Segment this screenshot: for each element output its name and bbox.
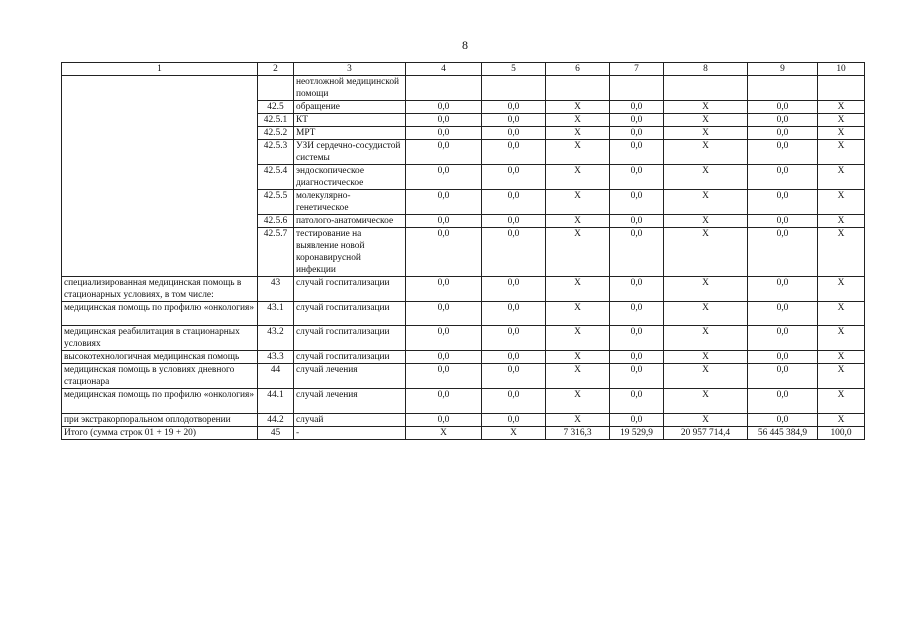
table-row [62,326,865,351]
column-header: 6 [546,63,610,76]
value-cell: X [546,302,610,326]
table-row [62,190,865,215]
value-cell: 0,0 [482,140,546,165]
value-cell: 0,0 [610,277,664,302]
value-cell: 0,0 [482,228,546,277]
value-cell: 0,0 [748,364,818,389]
value-cell: X [546,389,610,414]
value-cell: X [818,114,865,127]
value-cell: 0,0 [610,127,664,140]
column-header: 1 [62,63,258,76]
value-cell: X [546,140,610,165]
unit-cell: случай госпитализации [294,277,406,302]
value-cell [406,76,482,101]
row-code-cell: 42.5.1 [258,114,294,127]
value-cell: X [664,228,748,277]
value-cell: 0,0 [482,389,546,414]
row-label-cell [62,101,258,114]
value-cell: X [546,114,610,127]
value-cell: X [818,140,865,165]
unit-cell: случай госпитализации [294,326,406,351]
value-cell: X [546,326,610,351]
value-cell: 56 445 384,9 [748,427,818,440]
unit-cell: эндоскопическое диагностическое [294,165,406,190]
table-row [62,215,865,228]
row-label-cell [62,114,258,127]
table-row [62,277,865,302]
value-cell: 0,0 [748,228,818,277]
page-number: 8 [462,38,468,52]
value-cell: 0,0 [748,101,818,114]
value-cell: 0,0 [482,190,546,215]
unit-cell: тестирование на выявление новой коронавирусной инфекции [294,228,406,277]
row-label-cell [62,127,258,140]
value-cell: 0,0 [748,190,818,215]
value-cell: X [664,165,748,190]
value-cell: 0,0 [406,326,482,351]
column-header: 8 [664,63,748,76]
value-cell: X [818,351,865,364]
value-cell: X [664,351,748,364]
value-cell: 7 316,3 [546,427,610,440]
table-row [62,76,865,101]
value-cell: 0,0 [406,302,482,326]
value-cell: 0,0 [610,351,664,364]
unit-cell: случай лечения [294,389,406,414]
column-header: 5 [482,63,546,76]
row-code-cell: 44 [258,364,294,389]
column-header: 2 [258,63,294,76]
value-cell: X [664,326,748,351]
value-cell: X [664,114,748,127]
row-label-cell [62,190,258,215]
value-cell: 0,0 [482,165,546,190]
value-cell: 0,0 [610,364,664,389]
value-cell [482,76,546,101]
unit-cell: УЗИ сердечно-сосудистой системы [294,140,406,165]
unit-cell: патолого-анатомическое [294,215,406,228]
value-cell: X [664,140,748,165]
table-row [62,140,865,165]
value-cell: 0,0 [748,389,818,414]
unit-cell: - [294,427,406,440]
value-cell: 0,0 [406,364,482,389]
value-cell: X [546,277,610,302]
column-header: 3 [294,63,406,76]
value-cell: 0,0 [406,277,482,302]
value-cell: 0,0 [406,114,482,127]
value-cell: X [546,364,610,389]
row-code-cell: 42.5 [258,101,294,114]
row-code-cell: 42.5.5 [258,190,294,215]
value-cell: 0,0 [406,351,482,364]
value-cell [664,76,748,101]
value-cell: X [664,127,748,140]
value-cell: 0,0 [610,140,664,165]
column-header: 7 [610,63,664,76]
table-row [62,114,865,127]
table-body [62,76,865,440]
value-cell: 0,0 [482,302,546,326]
value-cell: 0,0 [482,364,546,389]
value-cell: 0,0 [482,114,546,127]
value-cell: 0,0 [610,101,664,114]
unit-cell: случай госпитализации [294,302,406,326]
value-cell: 0,0 [748,114,818,127]
value-cell: 0,0 [406,389,482,414]
column-header: 10 [818,63,865,76]
value-cell [546,76,610,101]
value-cell: 0,0 [610,114,664,127]
value-cell: X [546,228,610,277]
row-label-cell: медицинская помощь по профилю «онкология» [62,389,258,414]
value-cell: X [546,101,610,114]
value-cell: 0,0 [748,414,818,427]
value-cell: X [664,215,748,228]
value-cell: 0,0 [610,326,664,351]
unit-cell: неотложной медицинской помощи [294,76,406,101]
value-cell: X [482,427,546,440]
value-cell [610,76,664,101]
row-label-cell [62,228,258,277]
unit-cell: обращение [294,101,406,114]
table-row [62,389,865,414]
row-label-cell [62,215,258,228]
value-cell: X [818,165,865,190]
value-cell: 0,0 [610,228,664,277]
value-cell: 0,0 [610,190,664,215]
value-cell: X [818,190,865,215]
value-cell: X [546,215,610,228]
table-row [62,127,865,140]
row-code-cell: 43.1 [258,302,294,326]
row-label-cell [62,76,258,101]
row-label-cell: медицинская реабилитация в стационарных условиях [62,326,258,351]
value-cell: X [664,190,748,215]
value-cell: 0,0 [482,326,546,351]
row-label-cell: при экстракорпоральном оплодотворении [62,414,258,427]
table-row [62,414,865,427]
value-cell: 0,0 [748,165,818,190]
value-cell: X [818,277,865,302]
row-code-cell: 44.2 [258,414,294,427]
row-code-cell: 45 [258,427,294,440]
column-header: 4 [406,63,482,76]
value-cell: X [546,165,610,190]
value-cell: 0,0 [748,351,818,364]
row-label-cell [62,165,258,190]
unit-cell: случай лечения [294,364,406,389]
value-cell: X [818,101,865,114]
value-cell: 0,0 [482,277,546,302]
row-code-cell: 42.5.2 [258,127,294,140]
row-label-cell: специализированная медицинская помощь в стационарных условиях, в том числе: [62,277,258,302]
column-number-row [62,63,865,76]
value-cell: 0,0 [406,127,482,140]
value-cell: 0,0 [482,127,546,140]
value-cell: 0,0 [610,302,664,326]
row-code-cell: 43.3 [258,351,294,364]
table-row [62,165,865,190]
table-row [62,302,865,326]
value-cell: 0,0 [610,215,664,228]
unit-cell: молекулярно-генетическое [294,190,406,215]
row-label-cell: Итого (сумма строк 01 + 19 + 20) [62,427,258,440]
value-cell: X [818,414,865,427]
row-code-cell: 43 [258,277,294,302]
unit-cell: случай [294,414,406,427]
value-cell: X [546,351,610,364]
value-cell: 0,0 [610,389,664,414]
value-cell: X [818,228,865,277]
value-cell: X [546,127,610,140]
value-cell: X [664,364,748,389]
row-label-cell: медицинская помощь по профилю «онкология» [62,302,258,326]
column-header: 9 [748,63,818,76]
value-cell: 0,0 [748,277,818,302]
value-cell: 100,0 [818,427,865,440]
value-cell: X [406,427,482,440]
value-cell: 0,0 [406,215,482,228]
value-cell: X [664,414,748,427]
value-cell: 0,0 [482,215,546,228]
value-cell: X [818,215,865,228]
value-cell: 0,0 [748,127,818,140]
statistics-table [61,62,865,440]
table-row [62,228,865,277]
row-code-cell [258,76,294,101]
table-row [62,351,865,364]
value-cell: 0,0 [406,140,482,165]
row-code-cell: 44.1 [258,389,294,414]
value-cell: X [818,302,865,326]
table-row [62,101,865,114]
value-cell: 0,0 [748,326,818,351]
table-row [62,364,865,389]
row-label-cell: высокотехнологичная медицинская помощь [62,351,258,364]
value-cell [748,76,818,101]
row-code-cell: 42.5.4 [258,165,294,190]
value-cell: X [818,389,865,414]
value-cell: X [664,101,748,114]
value-cell: 0,0 [406,190,482,215]
value-cell: 0,0 [482,351,546,364]
value-cell: 0,0 [482,414,546,427]
value-cell: X [546,414,610,427]
value-cell: X [664,389,748,414]
unit-cell: случай госпитализации [294,351,406,364]
value-cell: 0,0 [748,215,818,228]
value-cell: X [546,190,610,215]
table-row [62,427,865,440]
value-cell: 0,0 [406,228,482,277]
row-label-cell [62,140,258,165]
row-code-cell: 42.5.6 [258,215,294,228]
value-cell: 0,0 [482,101,546,114]
row-code-cell: 43.2 [258,326,294,351]
row-code-cell: 42.5.7 [258,228,294,277]
value-cell [818,76,865,101]
value-cell: 0,0 [406,165,482,190]
value-cell: 20 957 714,4 [664,427,748,440]
value-cell: X [664,277,748,302]
value-cell: 0,0 [748,302,818,326]
unit-cell: КТ [294,114,406,127]
value-cell: 0,0 [406,101,482,114]
value-cell: 0,0 [748,140,818,165]
row-label-cell: медицинская помощь в условиях дневного стационара [62,364,258,389]
unit-cell: МРТ [294,127,406,140]
row-code-cell: 42.5.3 [258,140,294,165]
value-cell: 0,0 [406,414,482,427]
value-cell: 0,0 [610,414,664,427]
value-cell: X [818,364,865,389]
value-cell: X [818,326,865,351]
value-cell: X [664,302,748,326]
value-cell: 19 529,9 [610,427,664,440]
value-cell: 0,0 [610,165,664,190]
value-cell: X [818,127,865,140]
